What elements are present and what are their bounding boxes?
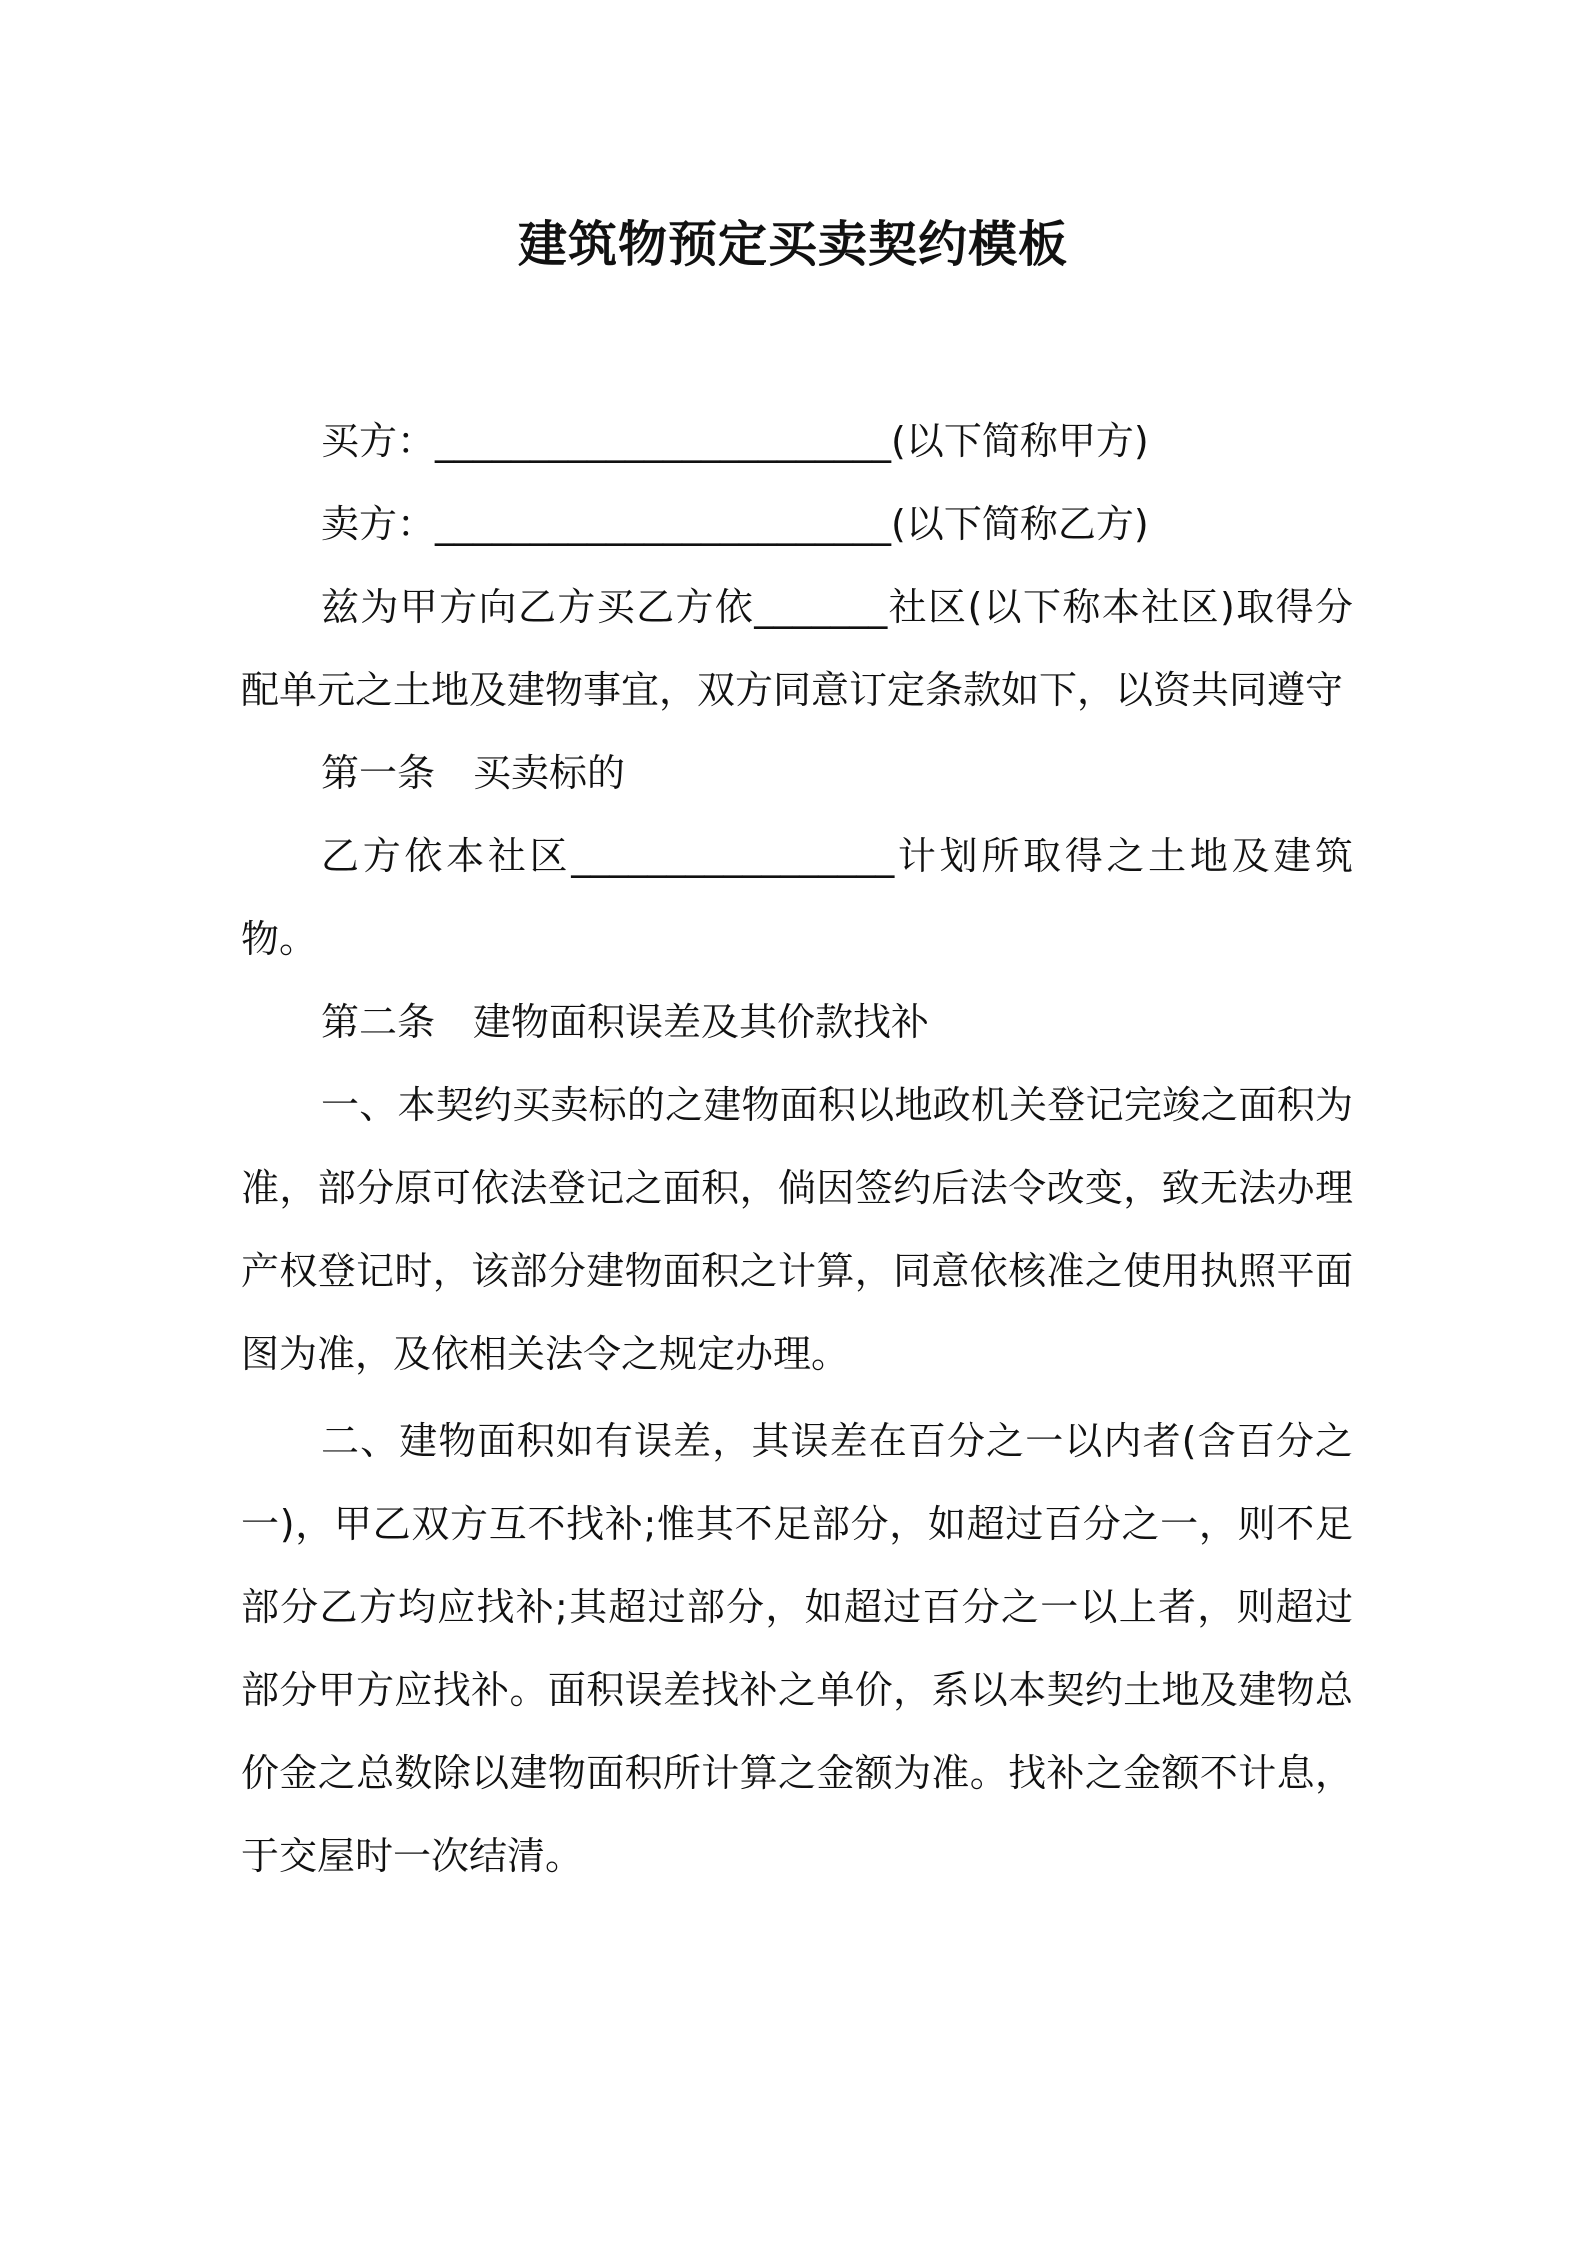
buyer-line: 买方：________________________(以下简称甲方) — [321, 419, 1149, 463]
document-body — [241, 400, 1353, 1898]
article-2-clause-2: 二、建物面积如有误差，其误差在百分之一以内者(含百分之一)，甲乙双方互不找补;惟其不足部分，如超过百分之一，则不足部分乙方均应找补;其超过部分，如超过百分之一以上者，则超过部分甲方应找补。面积误差找补之单价，系以本契约土地及建物总价金之总数除以建物面积所计算之金额为准。找补之金额不计息，于交屋时一次结清。 — [241, 1419, 1353, 1878]
article-1-text: 乙方依本社区_________________计划所取得之土地及建筑物。 — [241, 834, 1353, 961]
article-2-clause-1: 一、本契约买卖标的之建物面积以地政机关登记完竣之面积为准，部分原可依法登记之面积，倘因签约后法令改变，致无法办理产权登记时，该部分建物面积之计算，同意依核准之使用执照平面图为准，及依相关法令之规定办理。 — [241, 1083, 1353, 1376]
document-title: 建筑物预定买卖契约模板 — [517, 216, 1068, 273]
preamble-paragraph: 兹为甲方向乙方买乙方依_______社区(以下称本社区)取得分配单元之土地及建物事宜，双方同意订定条款如下，以资共同遵守 — [241, 585, 1353, 712]
article-1-heading: 第一条 买卖标的 — [321, 751, 626, 795]
article-2-heading: 第二条 建物面积误差及其价款找补 — [321, 1000, 930, 1044]
seller-line: 卖方：________________________(以下简称乙方) — [321, 502, 1149, 546]
